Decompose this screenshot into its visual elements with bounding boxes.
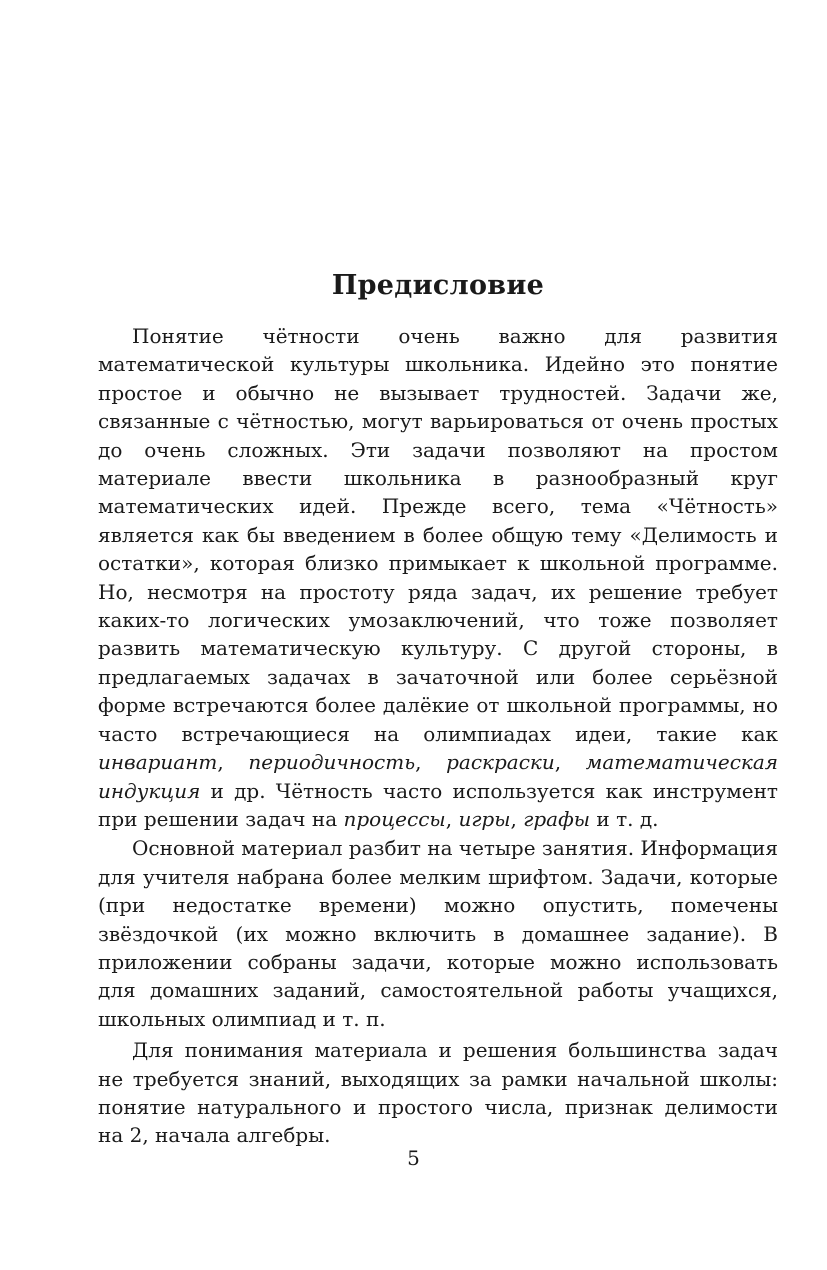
text-run: Для понимания материала и решения большинства задач не требуется знаний, выходящих за рамки начальной школы: понятие натурального и простого числа, признак делимости на 2, начала алгебры. [98, 1038, 778, 1148]
preface-text [98, 322, 778, 1150]
paragraph-1 [98, 322, 778, 833]
italic-term: процессы [343, 806, 446, 831]
text-run: Основной материал разбит на четыре занятия. Информация для учителя набрана более мелким шрифтом. Задачи, которые (при недостатке времени) можно опустить, помечены звёздочкой (их можно включить в домашнее задание). В приложении собраны задачи, которые можно использовать для домашних заданий, самостоятельной работы учащихся, школьных олимпиад и т. п. [98, 836, 778, 1031]
text-run: , [445, 806, 459, 831]
italic-term: периодичность [248, 750, 416, 775]
text-run: , [554, 750, 586, 775]
italic-term: раскраски [446, 750, 555, 775]
italic-term: игры [458, 806, 511, 831]
italic-term: инвариант [98, 750, 218, 775]
text-run: Понятие чётности очень важно для развития математической культуры школьника. Идейно это понятие простое и обычно не вызывает трудностей. Задачи же, связанные с чётностью, могут варьироваться от очень простых до очень сложных. Эти задачи позволяют на простом материале ввести школьника в разнообразный круг математических идей. Прежде всего, тема «Чётность» является как бы введением в более общую тему «Делимость и остатки», которая близко примыкает к школьной программе. Но, несмотря на простоту ряда задач, их решение требует каких-то логических умозаключений, что тоже позволяет развить математическую культуру. С другой стороны, в предлагаемых задачах в зачаточной или более серьёзной форме встречаются более далёкие от школьной программы, но часто встречающиеся на олимпиадах идеи, такие как [98, 324, 778, 746]
text-run: и др. Чётность часто используется как инструмент при решении задач на [98, 778, 778, 831]
paragraph-3 [98, 1036, 778, 1150]
page-title: Предисловие [331, 270, 545, 301]
text-run: и т. д. [590, 806, 659, 831]
paragraph-2 [98, 834, 778, 1033]
page-body [98, 262, 778, 1150]
text-run: , [510, 806, 524, 831]
text-run: , [217, 750, 249, 775]
page-number: 5 [407, 1146, 420, 1170]
text-run: , [415, 750, 447, 775]
italic-term: графы [523, 806, 591, 831]
italic-term: математическая индукция [98, 750, 779, 803]
